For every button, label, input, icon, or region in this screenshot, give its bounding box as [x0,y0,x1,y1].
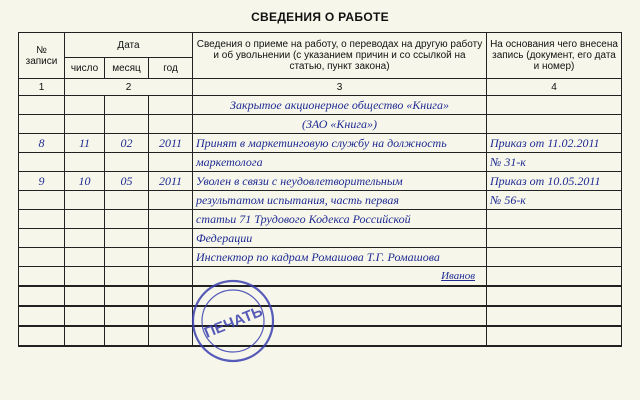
record-no-cell [19,229,65,248]
empty-cell [65,267,105,287]
year-cell [149,96,193,115]
basis-cell [487,115,622,134]
table-row [19,248,622,267]
info-cell: (ЗАО «Книга») [193,115,487,134]
empty-cell [193,286,487,306]
day-cell [65,191,105,210]
empty-cell [105,306,149,326]
empty-cell [149,286,193,306]
month-cell [105,115,149,134]
month-cell [105,96,149,115]
header-info: Сведения о приеме на работу, о переводах на другую работу и об увольнении (с указанием причин и со ссылкой на статью, пункт закона) [193,33,487,79]
empty-cell [193,326,487,346]
header-row [19,33,622,58]
day-cell [65,229,105,248]
empty-cell [487,326,622,346]
info-cell: Инспектор по кадрам Ромашова Т.Г. Ромашова [193,248,487,267]
info-cell: Закрытое акционерное общество «Книга» [193,96,487,115]
record-no-cell [19,210,65,229]
info-cell: результатом испытания, часть первая [193,191,487,210]
empty-cell [149,326,193,346]
year-cell [149,191,193,210]
year-cell [149,248,193,267]
page-title: СВЕДЕНИЯ О РАБОТЕ [251,10,389,24]
empty-cell [193,306,487,326]
table-row [19,172,622,191]
column-number: 1 [19,79,65,96]
month-cell [105,210,149,229]
day-cell: 10 [65,172,105,191]
column-number-row [19,79,622,96]
basis-cell [487,248,622,267]
empty-cell [487,306,622,326]
table-row [19,210,622,229]
month-cell [105,191,149,210]
blank-row [19,306,622,326]
empty-cell [105,286,149,306]
table-row [19,115,622,134]
empty-cell [105,326,149,346]
basis-cell: Приказ от 10.05.2011 [487,172,622,191]
record-no-cell [19,115,65,134]
day-cell [65,248,105,267]
table-row [19,191,622,210]
table-row [19,153,622,172]
empty-cell [487,286,622,306]
header-basis: На основания чего внесена запись (документ, его дата и номер) [487,33,622,79]
year-cell [149,153,193,172]
empty-cell [487,267,622,287]
svg-text:ПЕЧАТЬ: ПЕЧАТЬ [201,303,266,342]
signature: Иванов [441,270,475,282]
empty-cell [65,286,105,306]
empty-cell [105,267,149,287]
table-row [19,229,622,248]
blank-row [19,326,622,346]
year-cell: 2011 [149,134,193,153]
basis-cell: № 56-к [487,191,622,210]
month-cell [105,229,149,248]
record-no-cell: 8 [19,134,65,153]
table-row [19,96,622,115]
basis-cell [487,229,622,248]
column-number: 2 [65,79,193,96]
empty-cell [149,267,193,287]
year-cell: 2011 [149,172,193,191]
table-row [19,134,622,153]
empty-cell [19,326,65,346]
info-cell: маркетолога [193,153,487,172]
record-no-cell [19,248,65,267]
info-cell: Уволен в связи с неудовлетворительным [193,172,487,191]
basis-cell: Приказ от 11.02.2011 [487,134,622,153]
blank-rows [19,267,622,347]
basis-cell: № 31-к [487,153,622,172]
record-no-cell: 9 [19,172,65,191]
day-cell [65,210,105,229]
month-cell: 05 [105,172,149,191]
year-cell [149,210,193,229]
month-cell [105,153,149,172]
blank-row [19,286,622,306]
month-cell [105,248,149,267]
empty-cell [65,326,105,346]
column-number: 3 [193,79,487,96]
day-cell: 11 [65,134,105,153]
year-cell [149,229,193,248]
record-no-cell [19,153,65,172]
signature-cell [193,267,487,287]
empty-cell [65,306,105,326]
info-cell: статьи 71 Трудового Кодекса Российской [193,210,487,229]
empty-cell [149,306,193,326]
record-no-cell [19,96,65,115]
month-cell: 02 [105,134,149,153]
header-record-no: № записи [19,33,65,79]
empty-cell [19,306,65,326]
basis-cell [487,96,622,115]
year-cell [149,115,193,134]
header-date: Дата [65,33,193,58]
basis-cell [487,210,622,229]
day-cell [65,153,105,172]
info-cell: Федерации [193,229,487,248]
record-no-cell [19,191,65,210]
header-month: месяц [105,58,149,79]
header-year: год [149,58,193,79]
day-cell [65,115,105,134]
header-day: число [65,58,105,79]
day-cell [65,96,105,115]
empty-cell [19,267,65,287]
record-rows [19,96,622,267]
empty-cell [19,286,65,306]
signature-row [19,267,622,287]
column-number: 4 [487,79,622,96]
info-cell: Принят в маркетинговую службу на должность [193,134,487,153]
work-record-table [18,32,622,347]
